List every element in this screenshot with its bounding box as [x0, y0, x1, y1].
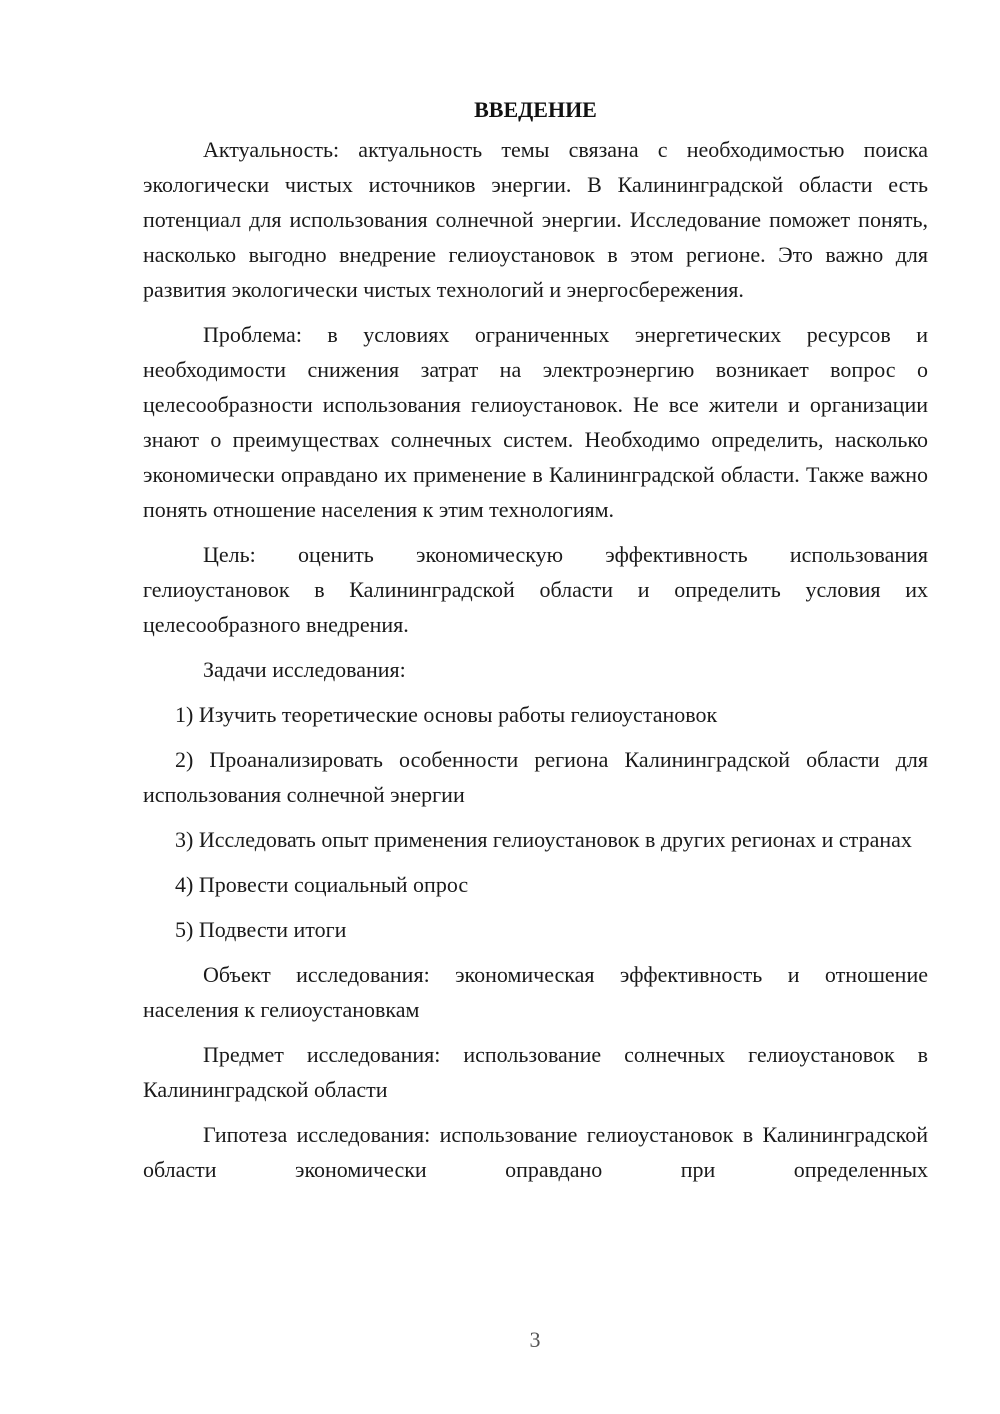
- tasks-heading: Задачи исследования:: [203, 657, 406, 682]
- task-item: 2) Проанализировать особенности региона Калининградской области для использования солнечной энергии: [143, 747, 928, 807]
- goal-paragraph: Цель: оценить экономическую эффективность использования гелиоустановок в Калининградской области и определить условия их целесообразного внедрения.: [143, 542, 928, 637]
- task-item: 1) Изучить теоретические основы работы гелиоустановок: [175, 702, 718, 727]
- task-item: 5) Подвести итоги: [175, 917, 347, 942]
- document-page: [143, 92, 928, 1197]
- problem-paragraph: Проблема: в условиях ограниченных энергетических ресурсов и необходимости снижения затрат на электроэнергию возникает вопрос о целесообразности использования гелиоустановок. Не все жители и организации знают о преимуществах солнечных систем. Необходимо определить, насколько экономически оправдано их применение в Калининградской области. Также важно понять отношение населения к этим технологиям.: [143, 322, 928, 522]
- subject-paragraph: Предмет исследования: использование солнечных гелиоустановок в Калининградской области: [143, 1042, 928, 1102]
- relevance-paragraph: Актуальность: актуальность темы связана с необходимостью поиска экологически чистых источников энергии. В Калининградской области есть потенциал для использования солнечной энергии. Исследование поможет понять, насколько выгодно внедрение гелиоустановок в этом регионе. Это важно для развития экологически чистых технологий и энергосбережения.: [143, 137, 928, 302]
- section-title: ВВЕДЕНИЕ: [474, 97, 597, 122]
- object-paragraph: Объект исследования: экономическая эффективность и отношение населения к гелиоустановкам: [143, 962, 928, 1022]
- task-item: 3) Исследовать опыт применения гелиоустановок в других регионах и странах: [175, 827, 912, 852]
- hypothesis-paragraph: Гипотеза исследования: использование гелиоустановок в Калининградской области экономически оправдано при определенных: [143, 1122, 928, 1182]
- page-number: 3: [529, 1327, 541, 1352]
- task-item: 4) Провести социальный опрос: [175, 872, 469, 897]
